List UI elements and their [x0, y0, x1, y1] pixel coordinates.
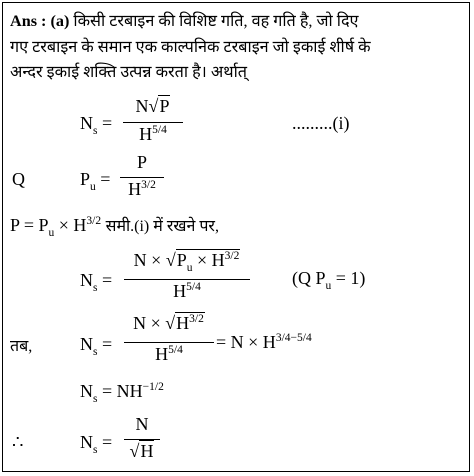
answer-line-3: अन्दर इकाई शक्ति उत्पन्न करता है। अर्थात् — [10, 63, 247, 81]
eq5-fraction-bar — [124, 342, 214, 343]
then-label: तब, — [10, 338, 33, 355]
eq4-lhs: $N_s$ = — [80, 270, 113, 294]
because-symbol: Q — [12, 169, 25, 189]
eq5-lhs: $N_s$ = — [80, 334, 113, 358]
eq2-denominator: $H^{3/2}$ — [128, 179, 156, 199]
eq1-lhs: $N_s$ = — [80, 113, 113, 137]
answer-text-1: किसी टरबाइन की विशिष्ट गति, वह गति है, जो दिए — [73, 12, 359, 30]
answer-line-1 — [10, 10, 359, 32]
eq4-condition: (Q $P_u = 1$) — [292, 268, 366, 292]
eq6: $N_s = NH^{-1/2}$ — [80, 381, 164, 405]
therefore-symbol: ∴ — [12, 432, 24, 452]
eq7-lhs: $N_s$ = — [80, 432, 113, 456]
eq5-denominator: $H^{5/4}$ — [155, 344, 183, 364]
eq1-tag: .........(i) — [292, 113, 350, 133]
eq4-fraction-bar — [124, 279, 250, 280]
eq2-numerator: P — [136, 152, 147, 172]
eq7-denominator: √H — [129, 441, 154, 461]
eq2-fraction-bar — [120, 177, 164, 178]
eq4-denominator: $H^{5/4}$ — [173, 281, 201, 301]
eq1-fraction-bar — [123, 122, 183, 123]
eq4-numerator: $N \times √P_u \times H^{3/2}$ — [133, 250, 240, 274]
eq5-rhs: = $N \times H^{3/4-5/4}$ — [216, 332, 312, 352]
answer-label: Ans : (a) — [10, 12, 70, 30]
eq1-numerator: N√P — [135, 96, 170, 116]
eq3: $P = P_u \times H^{3/2}$ समी.(i) में रखने पर, — [10, 215, 219, 239]
eq7-numerator: N — [135, 414, 149, 434]
answer-line-2: गए टरबाइन के समान एक काल्पनिक टरबाइन जो इकाई शीर्ष के — [10, 38, 371, 56]
eq2-lhs: $P_u$ = — [80, 169, 111, 193]
eq1-denominator: $H^{5/4}$ — [139, 124, 167, 144]
eq5-numerator: $N \times √H^{3/2}$ — [133, 313, 204, 333]
